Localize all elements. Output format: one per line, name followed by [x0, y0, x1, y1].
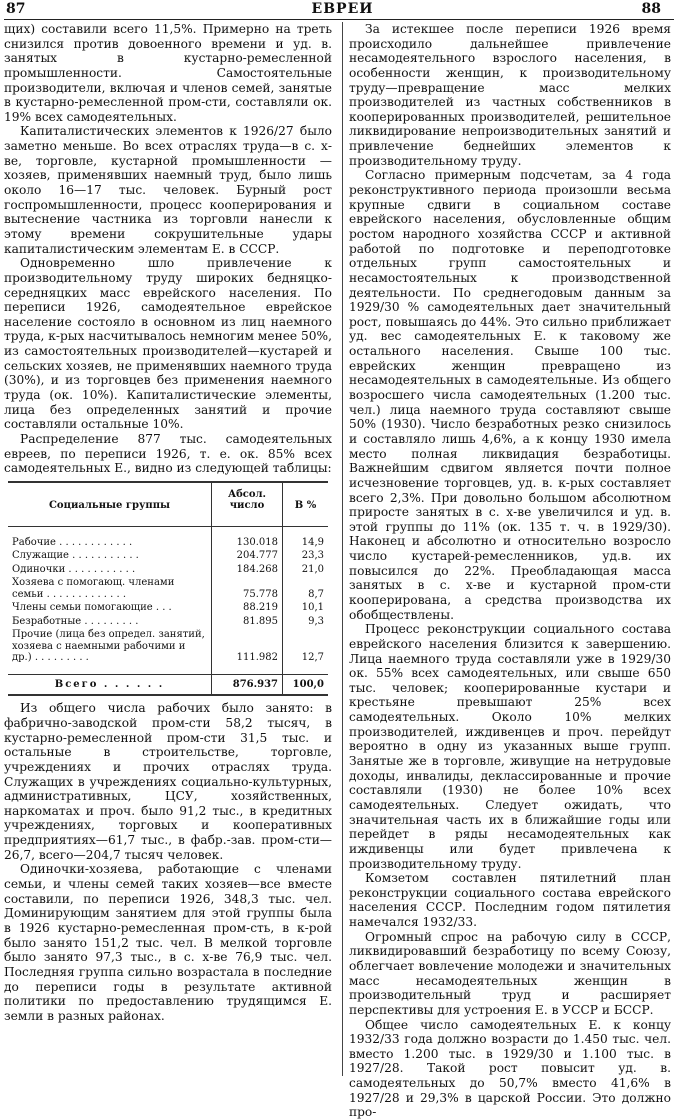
page-number-right: 88	[641, 1, 661, 17]
cell-pct: 23,3	[283, 549, 329, 563]
paragraph: Комзетом составлен пятилетний план реконструкции социального состава еврейского населения СССР. Последним годом пятилетия намечался 1932/33.	[349, 871, 671, 930]
left-column	[4, 22, 332, 1023]
cell-group: Хозяева с помогающ. членами семьи . . . . . . . . . . . . .	[12, 577, 175, 600]
col-header-group: Социальные группы	[8, 482, 212, 527]
page-number-left: 87	[6, 1, 26, 17]
paragraph: Процесс реконструкции социального состава еврейского населения близится к завершению. Лица наемного труда составляли уже в 1929/30 ок. 55% всех самодеятельных, или свыше 650 тыс. человек; кооперированные кустари и крестьяне превышают 25% всех самодеятельных. Около 10% мелких производителей, иждивенцев и проч. перейдут вероятно в одну из указанных выше групп. Занятые же в торговле, живущие на нетрудовые доходы, инвалиды, деклассированные и прочие составляли (1930) не более 10% всех самодеятельных. Следует ожидать, что значительная часть их в ближайшие годы или перейдет в ряды несамодеятельных как иждивенцы или будет привлечена к производительному труду.	[349, 622, 671, 871]
cell-abs: 75.778	[212, 576, 283, 601]
table-row	[8, 526, 328, 549]
paragraph: За истекшее после переписи 1926 время происходило дальнейшее привлечение несамодеятельного взрослого населения, в особенности женщин, к производительному труду—превращение масс мелких производителей из частных собственников в кооперированных производителей, решительное ликвидирование непроизводительных занятий и привлечение беднейших элементов к производительному труду.	[349, 22, 671, 168]
col-header-pct: В %	[283, 482, 329, 527]
cell-group: Рабочие . . . . . . . . . . . .	[12, 536, 133, 548]
table-total-row	[8, 674, 328, 695]
cell-pct: 21,0	[283, 563, 329, 577]
social-groups-table	[8, 481, 328, 697]
running-title: ЕВРЕИ	[311, 1, 374, 17]
table-row	[8, 601, 328, 615]
cell-abs: 130.018	[212, 526, 283, 549]
cell-abs: 111.982	[212, 628, 283, 674]
header-rule	[4, 19, 674, 20]
total-pct: 100,0	[283, 674, 329, 695]
paragraph: Согласно примерным подсчетам, за 4 года реконструктивного периода произошли весьма крупные сдвиги в социальном составе еврейского населения, обусловленные общим ростом народного хозяйства СССР и активной работой по подготовке и переподготовке отдельных групп самостоятельных и несамостоятельных к производственной деятельности. По среднегодовым данным за 1929/30 % самодеятельных дает значительный рост, повышаясь до 44%. Это сильно приближает уд. вес самодеятельных Е. к таковому же остального населения. Свыше 100 тыс. еврейских женщин превращено из несамодеятельных в самодеятельные. Из общего возросшего числа самодеятельных (1.200 тыс. чел.) лица наемного труда составляют свыше 50% (1930). Число безработных резко снизилось и составляло лишь 4,6%, а к концу 1930 имела место полная ликвидация безработицы. Важнейшим сдвигом является почти полное исчезновение торговцев, уд. в. к-рых составляет всего 2,3%. При довольно большом абсолютном приросте занятых в с. х-ве увеличился и уд. в. этой группы до 11% (ок. 135 т. ч. в 1929/30). Наконец и абсолютно и относительно возросло число кустарей-ремесленников, уд.в. их повысился до 22%. Преобладающая масса занятых в с. х-ве и кустарной пром-сти кооперирована, а средства производства их обобществлены.	[349, 168, 671, 622]
paragraph: Одновременно шло привлечение к производительному труду широких бедняцко-середняцких масс еврейского населения. По переписи 1926, самодеятельное еврейское население состояло в основном из лиц наемного труда, к-рых насчитывалось немногим менее 50%, из самостоятельных производителей—кустарей и сельских хозяев, не применявших наемного труда (30%), и из торговцев без применения наемного труда (ок. 10%). Капиталистические элементы, лица без определенных занятий и прочие составляли остальные 10%.	[4, 256, 332, 432]
table-row	[8, 628, 328, 674]
cell-pct: 14,9	[283, 526, 329, 549]
cell-abs: 81.895	[212, 615, 283, 629]
table-row	[8, 615, 328, 629]
cell-pct: 10,1	[283, 601, 329, 615]
paragraph: Огромный спрос на рабочую силу в СССР, ликвидировавший безработицу по всему Союзу, облегчает вовлечение молодежи и значительных масс несамодеятельных женщин в производительный труд и расширяет перспективы для устроения Е. в УССР и БССР.	[349, 929, 671, 1017]
paragraph: Распределение 877 тыс. самодеятельных евреев, по переписи 1926, т. е. ок. 85% всех самодеятельных Е., видно из следующей таблицы:	[4, 431, 332, 476]
cell-group: Одиночки . . . . . . . . . . .	[12, 563, 136, 575]
cell-group: Безработные . . . . . . . . .	[12, 615, 139, 627]
table-header-row	[8, 482, 328, 527]
cell-pct: 9,3	[283, 615, 329, 629]
paragraph: Общее число самодеятельных Е. к концу 1932/33 года должно возрасти до 1.450 тыс. чел. вместо 1.200 тыс. в 1929/30 и 1.100 тыс. в 1927/28. Такой рост повысит уд. в. самодеятельных до 50,7% вместо 41,6% в 1927/28 и 29,3% в царской России. Это должно про-	[349, 1017, 671, 1120]
paragraph: щих) составили всего 11,5%. Примерно на треть снизился против довоенного времени и уд. в. занятых в кустарно-ремесленной промышленности. Самостоятельные производители, включая и членов семей, занятые в кустарно-ремесленной пром-сти, составляли ок. 19% всех самодеятельных.	[4, 22, 332, 124]
cell-abs: 184.268	[212, 563, 283, 577]
paragraph: Одиночки-хозяева, работающие с членами семьи, и члены семей таких хозяев—все вместе составили, по переписи 1926, 348,3 тыс. чел. Доминирующим занятием для этой группы была в 1926 кустарно-ремесленная пром-сть, в к-рой было занято 151,2 тыс. чел. В мелкой торговле было занято 97,3 тыс., в с. х-ве 76,9 тыс. чел. Последняя группа сильно возрастала в последние до переписи годы в результате активной политики по предоставлению трудящимся Е. земли в разных районах.	[4, 862, 332, 1023]
total-abs: 876.937	[212, 674, 283, 695]
cell-abs: 204.777	[212, 549, 283, 563]
table-row	[8, 549, 328, 563]
page-header	[0, 0, 685, 20]
cell-group: Служащие . . . . . . . . . . .	[12, 550, 139, 562]
paragraph: Из общего числа рабочих было занято: в фабрично-заводской пром-сти 58,2 тысяч, в кустарно-ремесленной пром-сти 31,5 тыс. и остальные в строительстве, торговле, учреждениях и прочих отраслях труда. Служащих в учреждениях социально-культурных, административных, ЦСУ, хозяйственных, наркоматах и проч. было 91,2 тыс., в кредитных учреждениях, торговых и кооперативных предприятиях—61,7 тыс., в фабр.-зав. пром-сти—26,7, всего—204,7 тысяч человек.	[4, 701, 332, 862]
cell-group: Члены семьи помогающие . . .	[12, 602, 172, 614]
column-divider	[342, 22, 343, 1076]
cell-pct: 8,7	[283, 576, 329, 601]
right-column	[349, 22, 671, 1120]
cell-group: Прочие (лица без определ. занятий, хозяева с наемными рабочими и др.) . . . . . . . . .	[12, 629, 205, 664]
paragraph: Капиталистических элементов к 1926/27 было заметно меньше. Во всех отраслях труда—в с. х-ве, торговле, кустарной промышленности — хозяев, применявших наемный труд, было лишь около 16—17 тыс. человек. Бурный рост госпромышленности, процесс кооперирования и вытеснение частника из торговли нанесли к этому времени сокрушительные удары капиталистическим элементам Е. в СССР.	[4, 124, 332, 256]
total-label: Всего . . . . . .	[8, 674, 212, 695]
cell-pct: 12,7	[283, 628, 329, 674]
table-row	[8, 576, 328, 601]
table-row	[8, 563, 328, 577]
col-header-abs: Абсол. число	[212, 482, 283, 527]
cell-abs: 88.219	[212, 601, 283, 615]
